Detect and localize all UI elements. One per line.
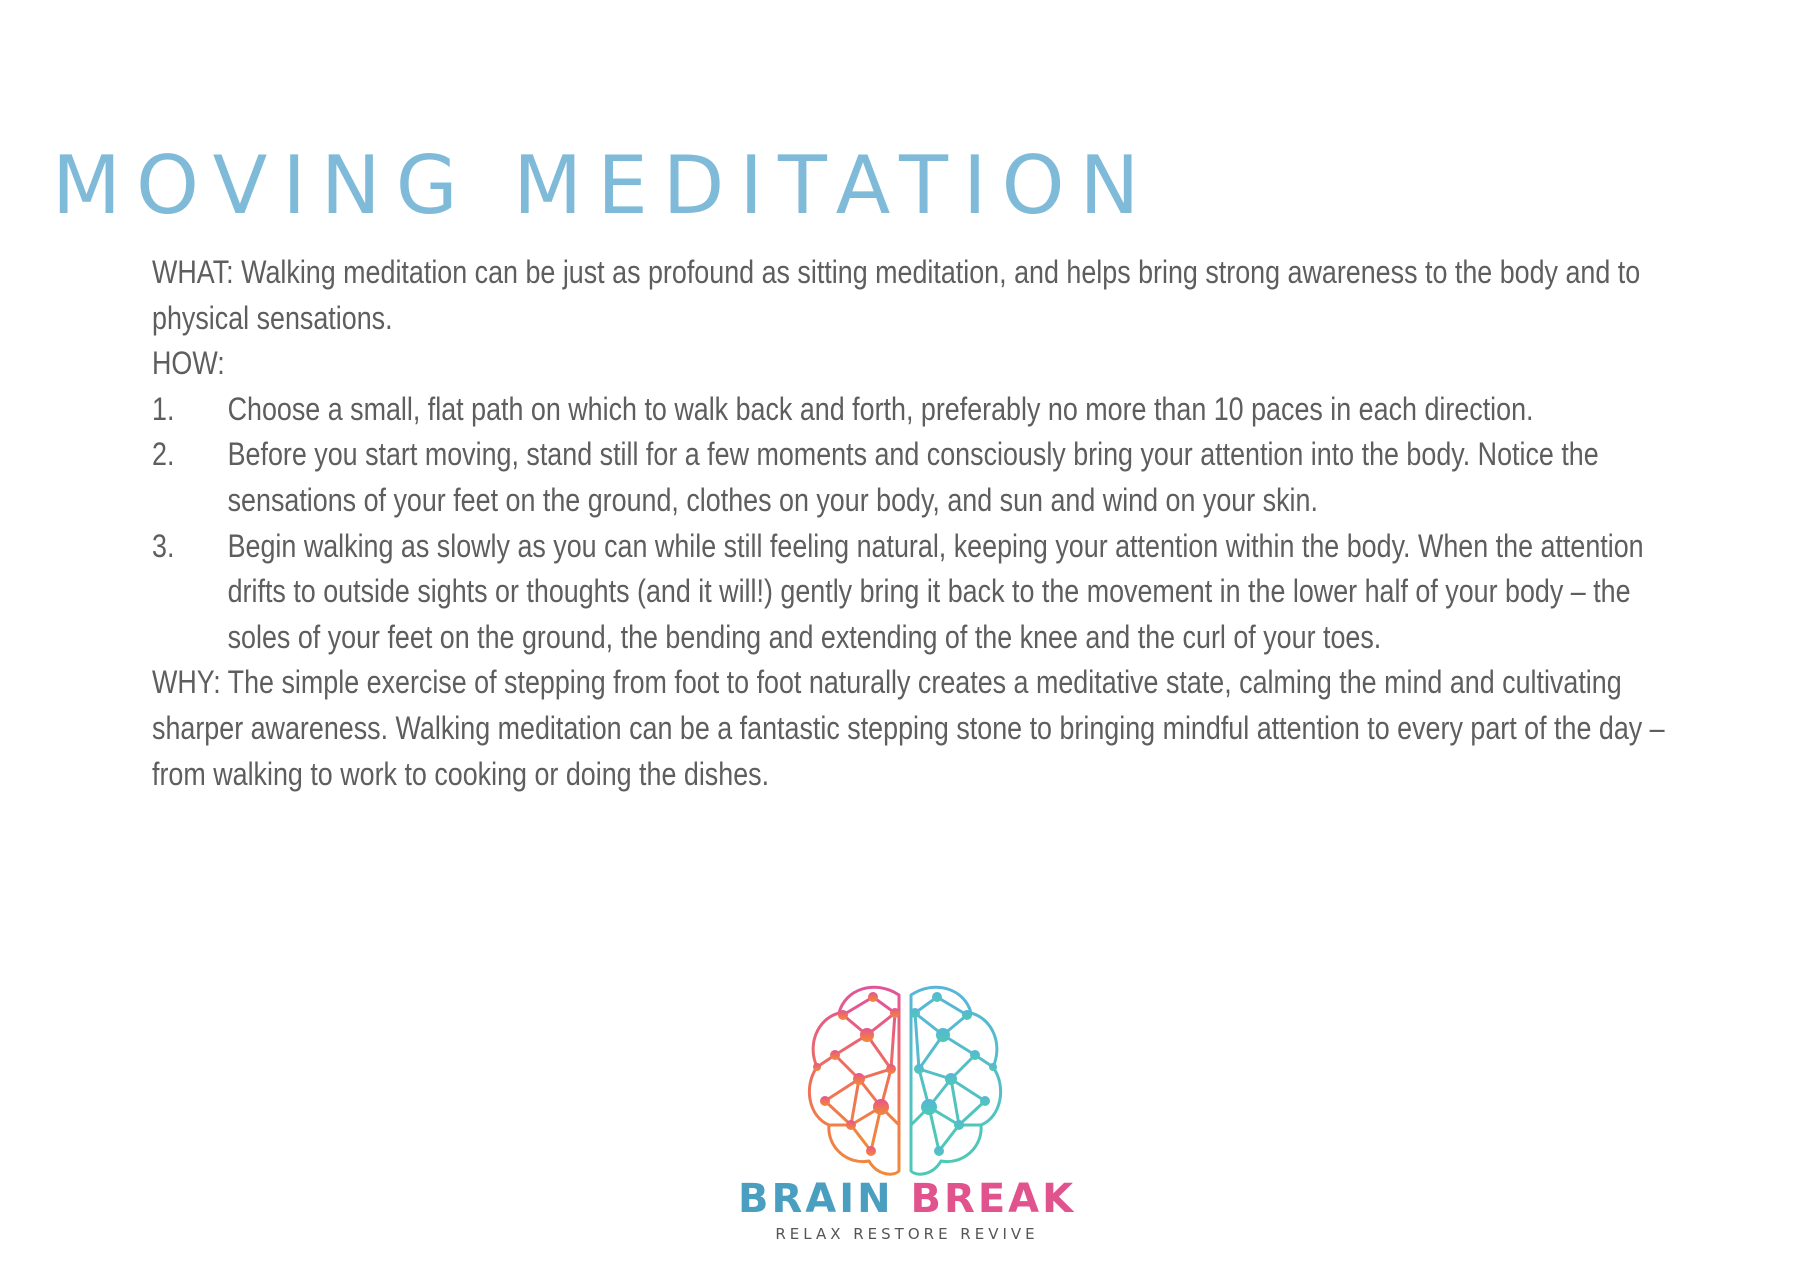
list-item <box>152 387 1681 433</box>
content-body <box>152 250 1681 797</box>
step-number: 1. <box>152 390 175 427</box>
brand-name <box>738 1176 1076 1222</box>
step-text: Before you start moving, stand still for a few moments and consciously bring your attention into the body. Notice the sensations of your feet on the ground, clothes on your body, and sun and wind on your skin. <box>227 436 1599 518</box>
brand-tagline: RELAX RESTORE REVIVE <box>775 1225 1039 1243</box>
why-paragraph: WHY: The simple exercise of stepping from foot to foot naturally creates a meditative state, calming the mind and cultivating sharper awareness. Walking meditation can be a fantastic stepping stone to bringing mindful attention to every part of the day – from walking to work to cooking or doing the dishes. <box>152 664 1665 792</box>
brand-word-break: BREAK <box>910 1176 1077 1222</box>
list-item <box>152 524 1681 661</box>
brand-word-brain: BRAIN <box>738 1176 894 1222</box>
step-number: 3. <box>152 527 175 564</box>
step-text: Begin walking as slowly as you can while still feeling natural, keeping your attention within the body. When the attention drifts to outside sights or thoughts (and it will!) gently bring it back to the movement in the lower half of your body – the soles of your feet on the ground, the bending and extending of the knee and the curl of your toes. <box>227 527 1644 655</box>
how-label: HOW: <box>152 345 225 382</box>
what-paragraph: WHAT: Walking meditation can be just as profound as sitting meditation, and helps bring strong awareness to the body and to physical sensations. <box>152 254 1641 336</box>
step-text: Choose a small, flat path on which to walk back and forth, preferably no more than 10 paces in each direction. <box>227 390 1534 427</box>
list-item <box>152 432 1681 523</box>
step-number: 2. <box>152 436 175 473</box>
page-title: MOVING MEDITATION <box>52 139 1155 232</box>
steps-list <box>152 387 1681 661</box>
brain-network-logo-icon <box>795 975 1015 1195</box>
